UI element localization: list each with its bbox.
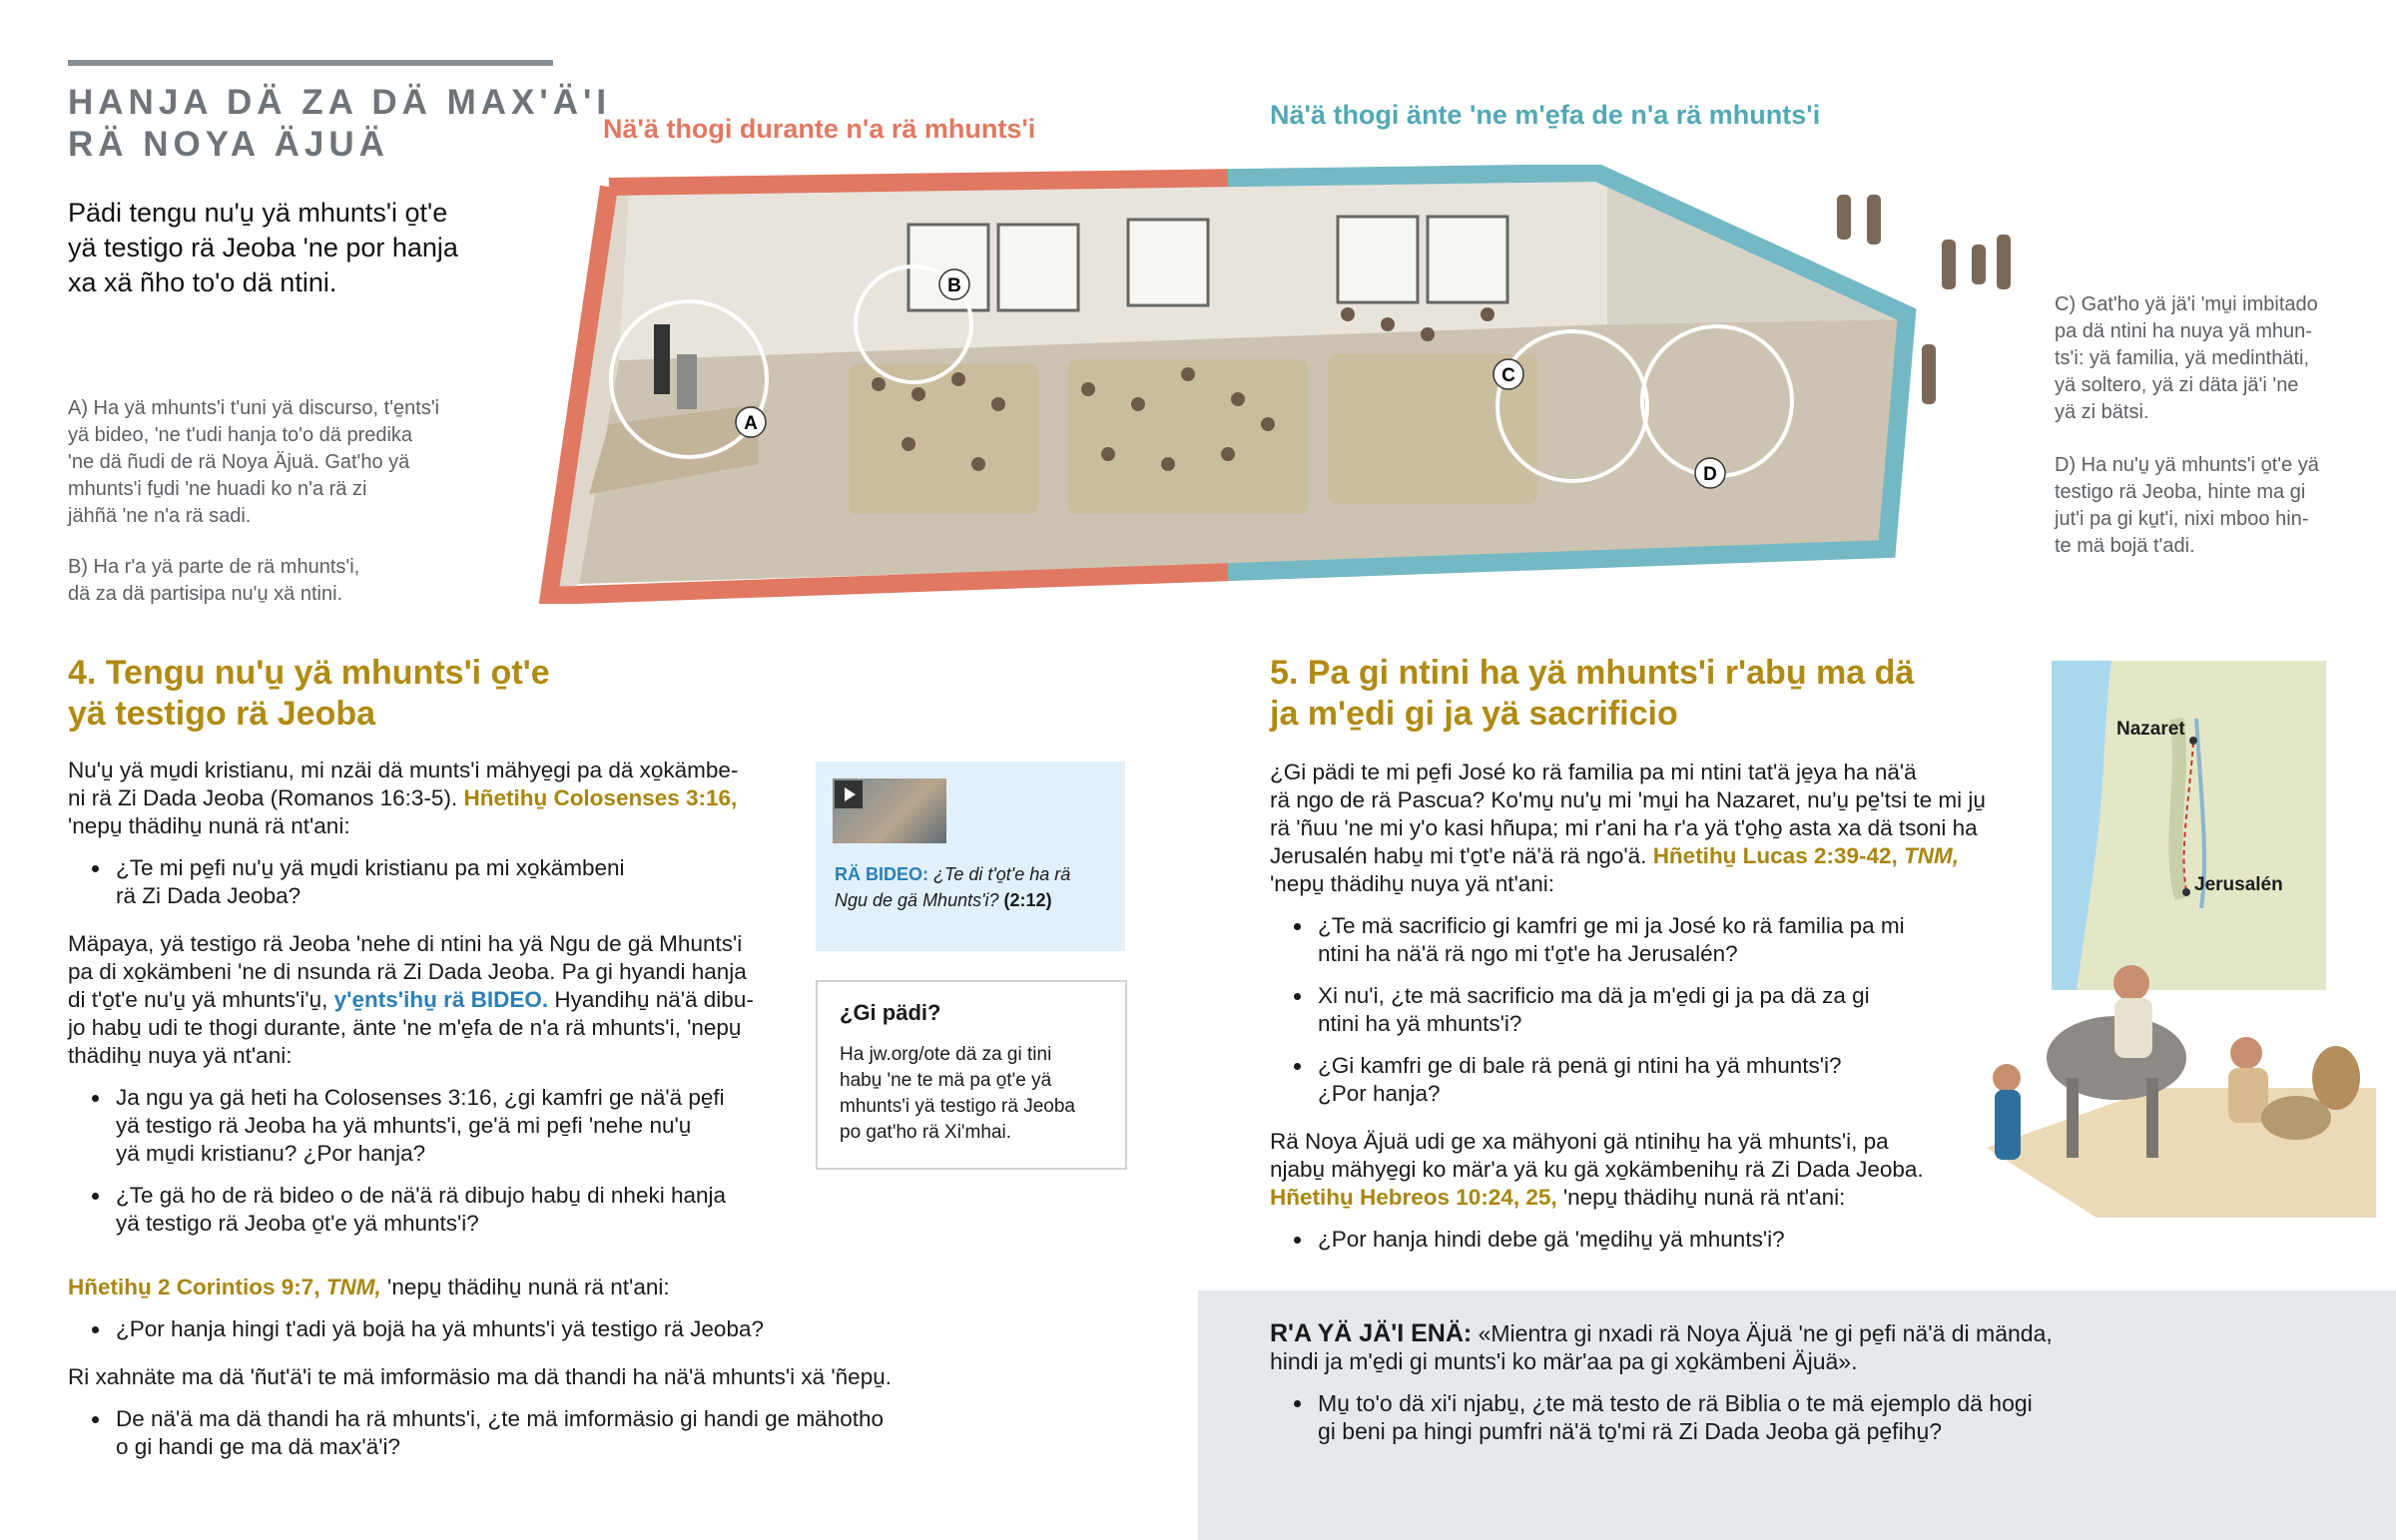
summary-text: R'A YÄ JÄ'I ENÄ: «Mientra gi nxadi rä Noya Äjuä 'ne gi pe̱fi nä'ä di mända, hindi ja m'e̱di gi munts'i ko mär'aa pa gi xo̱kämbeni Äjuä». Mu̱ to'o dä xi'i njabu̱, ¿te mä testo de rä Biblia o te mä ejemplo dä hogi gi beni pa hingi pumfri nä'ä to̱'mi rä Zi Dada Jeoba gä pe̱fihu̱? <box>1270 1319 2378 1459</box>
basket <box>2261 1096 2331 1140</box>
map-label-jerusalen: Jerusalén <box>2194 874 2283 895</box>
man-sitting <box>2230 1037 2262 1069</box>
intro-text: Pädi tengu nu'u̱ yä mhunts'i o̱t'e yä testigo rä Jeoba 'ne por hanja xa xä ñho to'o dä ntini. <box>68 198 458 297</box>
question-item: ¿Te mi pe̱fi nu'u̱ yä mu̱di kristianu pa mi xo̱kämbeni rä Zi Dada Jeoba? <box>68 854 767 910</box>
label-after-meeting: Nä'ä thogi änte 'ne m'e̱fa de n'a rä mhunts'i <box>1270 100 1821 130</box>
question-list <box>1270 1226 2029 1254</box>
rider-robe <box>2114 998 2152 1058</box>
section-4-title: 4. Tengu nu'u̱ yä mhunts'i o̱t'e yä testigo rä Jeoba <box>68 654 550 733</box>
nazaret-dot <box>2189 737 2197 745</box>
page-title: HANJA DÄ ZA DÄ MAX'Ä'I RÄ NOYA ÄJUÄ <box>68 83 612 164</box>
window <box>998 225 1078 310</box>
scripture-ref-corintios[interactable]: Hñetihu̱ 2 Corintios 9:7, <box>68 1275 326 1299</box>
paragraph-2: Rä Noya Äjuä udi ge xa mähyoni gä ntinihu̱ ha yä mhunts'i, pa njabu̱ mähye̱gi ko mär'a yä ku gä xo̱kämbenihu̱ rä Zi Dada Jeoba. Hñetihu̱ Hebreos 10:24, 25, 'nepu̱ thädihu̱ nunä rä nt'ani: <box>1270 1129 1924 1210</box>
question-list <box>1270 912 2029 1108</box>
kingdom-hall-illustration <box>529 165 2027 604</box>
map-illustration <box>1947 659 2396 1238</box>
paragraph-3: Ri xahnäte ma dä 'ñut'ä'i te mä imformäsio ma dä thandi ha nä'ä mhunts'i xä 'ñepu̱. <box>68 1364 892 1389</box>
scripture-ref-colosenses[interactable]: Hñetihu̱ Colosenses 3:16, <box>463 785 738 810</box>
video-thumbnail[interactable] <box>833 778 946 843</box>
question-item: Ja ngu ya gä heti ha Colosenses 3:16, ¿gi kamfri ge nä'ä pe̱fi yä testigo rä Jeoba ha yä mhunts'i, ge'ä mi pe̱fi 'nehe nu'u̱ yä mu̱di kristianu? ¿Por hanja? <box>68 1084 767 1168</box>
svg-text:A: A <box>744 413 758 434</box>
marker-c <box>1494 359 1523 389</box>
question-item: ¿Te mä sacrificio gi kamfri ge mi ja José ko rä familia pa mi ntini ha nä'ä rä ngo mi t'o̱t'e ha Jerusalén? <box>1270 912 2029 968</box>
caption-d: D) Ha nu'u̱ yä mhunts'i o̱t'e yä testigo rä Jeoba, hinte ma gi jut'i pa gi ku̱t'i, nixi mboo hin- te mä bojä t'adi. <box>2055 454 2319 557</box>
did-you-know-text: Ha jw.org/ote dä za gi tini habu̱ 'ne te mä pa o̱t'e yä mhunts'i yä testigo rä Jeoba po gat'ho rä Xi'mhai. <box>840 1044 1075 1143</box>
section-4-body: Nu'u̱ yä mu̱di kristianu, mi nzäi dä munts'i mähye̱gi pa dä xo̱kämbe- ni rä Zi Dada Jeoba (Romanos 16:3-5). Hñetihu̱ Colosenses 3:16, 'nepu̱ thädihu̱ nunä rä nt'ani: ¿Te mi pe̱fi nu'u̱ yä mu̱di kristianu pa mi xo̱kämbeni rä Zi Dada Jeoba? Mäpaya, yä testigo rä Jeoba 'nehe di ntini ha yä Ngu de gä Mhunts'i pa di xo̱kämbeni 'ne di nsunda rä Zi Dada Jeoba. Pa gi hyandi hanja di t'o̱t'e nu'u̱ yä mhunts'i'u̱, y'e̱nts'ihu̱ rä BIDEO. Hyandihu̱ nä'ä dibu- jo habu̱ udi te thogi durante, änte 'ne m'e̱fa de n'a rä mhunts'i, 'nepu̱ thädihu̱ nuya yä nt'ani: Ja ngu ya gä heti ha Colosenses 3:16, ¿gi kamfri ge nä'ä pe̱fi yä testigo rä Jeoba ha yä mhunts'i, ge'ä mi pe̱fi 'nehe nu'u̱ yä mu̱di kristianu? ¿Por hanja? ¿Te gä ho de rä bideo o de nä'ä rä dibujo habu̱ di nheki hanja yä testigo rä Jeoba o̱t'e yä mhunts'i? <box>68 757 767 1252</box>
speaker <box>654 324 670 394</box>
hills <box>2175 719 2181 898</box>
paragraph-2: Mäpaya, yä testigo rä Jeoba 'nehe di ntini ha yä Ngu de gä Mhunts'i pa di xo̱kämbeni 'ne di nsunda rä Zi Dada Jeoba. Pa gi hyandi hanja di t'o̱t'e nu'u̱ yä mhunts'i'u̱, y'e̱nts'ihu̱ rä BIDEO. Hyandihu̱ nä'ä dibu- jo habu̱ udi te thogi durante, änte 'ne m'e̱fa de n'a rä mhunts'i, 'nepu̱ thädihu̱ nuya yä nt'ani: <box>68 931 754 1068</box>
section-4-body-lower: Hñetihu̱ 2 Corintios 9:7, TNM, 'nepu̱ thädihu̱ nunä rä nt'ani: ¿Por hanja hingi t'adi yä bojä ha yä mhunts'i yä testigo rä Jeoba? Ri xahnäte ma dä 'ñut'ä'i te mä imformäsio ma dä thandi ha nä'ä mhunts'i xä 'ñepu̱. De nä'ä ma dä thandi ha rä mhunts'i, ¿te mä imformäsio gi handi ge mähotho o gi handi ge ma dä max'ä'i? <box>68 1274 946 1475</box>
child <box>1993 1064 2021 1092</box>
jerusalen-dot <box>2182 888 2190 896</box>
play-icon[interactable] <box>835 780 863 808</box>
question-item: Mu̱ to'o dä xi'i njabu̱, ¿te mä testo de rä Biblia o te mä ejemplo dä hogi gi beni pa hingi pumfri nä'ä to̱'mi rä Zi Dada Jeoba gä pe̱fihu̱? <box>1270 1389 2378 1445</box>
marker-b <box>939 269 969 299</box>
map-label-nazaret: Nazaret <box>2116 719 2185 740</box>
section-5-body: ¿Gi pädi te mi pe̱fi José ko rä familia pa mi ntini tat'ä je̱ya ha nä'ä rä ngo de rä Pascua? Ko'mu̱ nu'u̱ mi 'mu̱i ha Nazaret, nu'u̱ pe̱'tsi te mi ju̱ rä 'ñuu 'ne mi y'o kasi hñupa; mi r'ani ha r'a yä t'o̱ho̱ asta xa dä tsoni ha Jerusalén habu̱ mi t'o̱t'e nä'ä rä ngo'ä. Hñetihu̱ Lucas 2:39-42, TNM, 'nepu̱ thädihu̱ nuya yä nt'ani: ¿Te mä sacrificio gi kamfri ge mi ja José ko rä familia pa mi ntini ha nä'ä rä ngo mi t'o̱t'e ha Jerusalén? Xi nu'i, ¿te mä sacrificio ma dä ja m'e̱di gi ja pa dä za gi ntini ha yä mhunts'i? ¿Gi kamfri ge di bale rä penä gi ntini ha yä mhunts'i? ¿Por hanja? Rä Noya Äjuä udi ge xa mähyoni gä ntinihu̱ ha yä mhunts'i, pa njabu̱ mähye̱gi ko mär'a yä ku gä xo̱kämbenihu̱ rä Zi Dada Jeoba. Hñetihu̱ Hebreos 10:24, 25, 'nepu̱ thädihu̱ nunä rä nt'ani: ¿Por hanja hindi debe gä 'me̱dihu̱ yä mhunts'i? <box>1270 759 2029 1268</box>
caption-a: A) Ha yä mhunts'i t'uni yä discurso, t'e̱nts'i yä bideo, 'ne t'udi hanja to'o dä predika 'ne dä ñudi de rä Noya Äjuä. Gat'ho yä mhunts'i fu̱di 'ne huadi ko n'a rä zi jähñä 'ne n'a rä sadi. <box>68 397 440 527</box>
caption-c: C) Gat'ho yä jä'i 'mu̱i imbitado pa dä ntini ha nuya yä mhun- ts'i: yä familia, yä medinthäti, yä soltero, yä zi däta jä'i 'ne yä zi bätsi. <box>2055 293 2318 423</box>
did-you-know-title: ¿Gi pädi? <box>840 1000 941 1025</box>
scripture-ref-hebreos[interactable]: Hñetihu̱ Hebreos 10:24, 25, <box>1270 1185 1557 1210</box>
did-you-know-box <box>816 980 1127 1170</box>
question-list <box>68 1315 946 1343</box>
caption-b: B) Ha r'a yä parte de rä mhunts'i, dä za dä partisipa nu'u̱ xä ntini. <box>68 556 360 605</box>
video-box[interactable] <box>816 762 1125 951</box>
marker-a <box>736 407 766 437</box>
question-item: ¿Te gä ho de rä bideo o de nä'ä rä dibujo habu̱ di nheki hanja yä testigo rä Jeoba o̱t'e yä mhunts'i? <box>68 1182 767 1238</box>
rider <box>2113 965 2149 1001</box>
donkey-leg <box>2146 1078 2158 1158</box>
question-item: De nä'ä ma dä thandi ha rä mhunts'i, ¿te mä imformäsio gi handi ge mähotho o gi handi ge ma dä max'ä'i? <box>68 1405 946 1461</box>
svg-text:B: B <box>947 275 961 296</box>
question-item: ¿Por hanja hingi t'adi yä bojä ha yä mhunts'i yä testigo rä Jeoba? <box>68 1315 946 1343</box>
marker-d <box>1695 458 1725 488</box>
title-rule <box>68 60 553 66</box>
video-caption: RÄ BIDEO: ¿Te di t'o̱t'e ha rä Ngu de gä Mhunts'i? (2:12) <box>835 864 1071 910</box>
section-5-title: 5. Pa gi ntini ha yä mhunts'i r'abu̱ ma dä ja m'e̱di gi ja yä sacrificio <box>1270 654 1915 733</box>
question-list <box>68 854 767 910</box>
question-item: ¿Por hanja hindi debe gä 'me̱dihu̱ yä mhunts'i? <box>1270 1226 2029 1254</box>
question-list <box>1270 1389 2378 1445</box>
question-item: Xi nu'i, ¿te mä sacrificio ma dä ja m'e̱di gi ja pa dä za gi ntini ha yä mhunts'i? <box>1270 982 2029 1038</box>
question-list <box>68 1405 946 1461</box>
label-during-meeting: Nä'ä thogi durante n'a rä mhunts'i <box>603 114 1036 144</box>
donkey-leg <box>2067 1078 2079 1158</box>
window <box>1128 220 1208 305</box>
video-link[interactable]: y'e̱nts'ihu̱ rä BIDEO. <box>333 987 549 1012</box>
svg-text:C: C <box>1501 365 1515 386</box>
window <box>1338 217 1418 302</box>
svg-text:D: D <box>1703 464 1717 485</box>
window <box>1428 217 1507 302</box>
child-robe <box>1995 1090 2021 1160</box>
lectern <box>677 354 697 409</box>
scripture-ref-lucas[interactable]: Hñetihu̱ Lucas 2:39-42, <box>1652 843 1905 868</box>
question-item: ¿Gi kamfri ge di bale rä penä gi ntini ha yä mhunts'i? ¿Por hanja? <box>1270 1052 2029 1108</box>
question-list <box>68 1084 767 1238</box>
sack <box>2312 1046 2360 1110</box>
